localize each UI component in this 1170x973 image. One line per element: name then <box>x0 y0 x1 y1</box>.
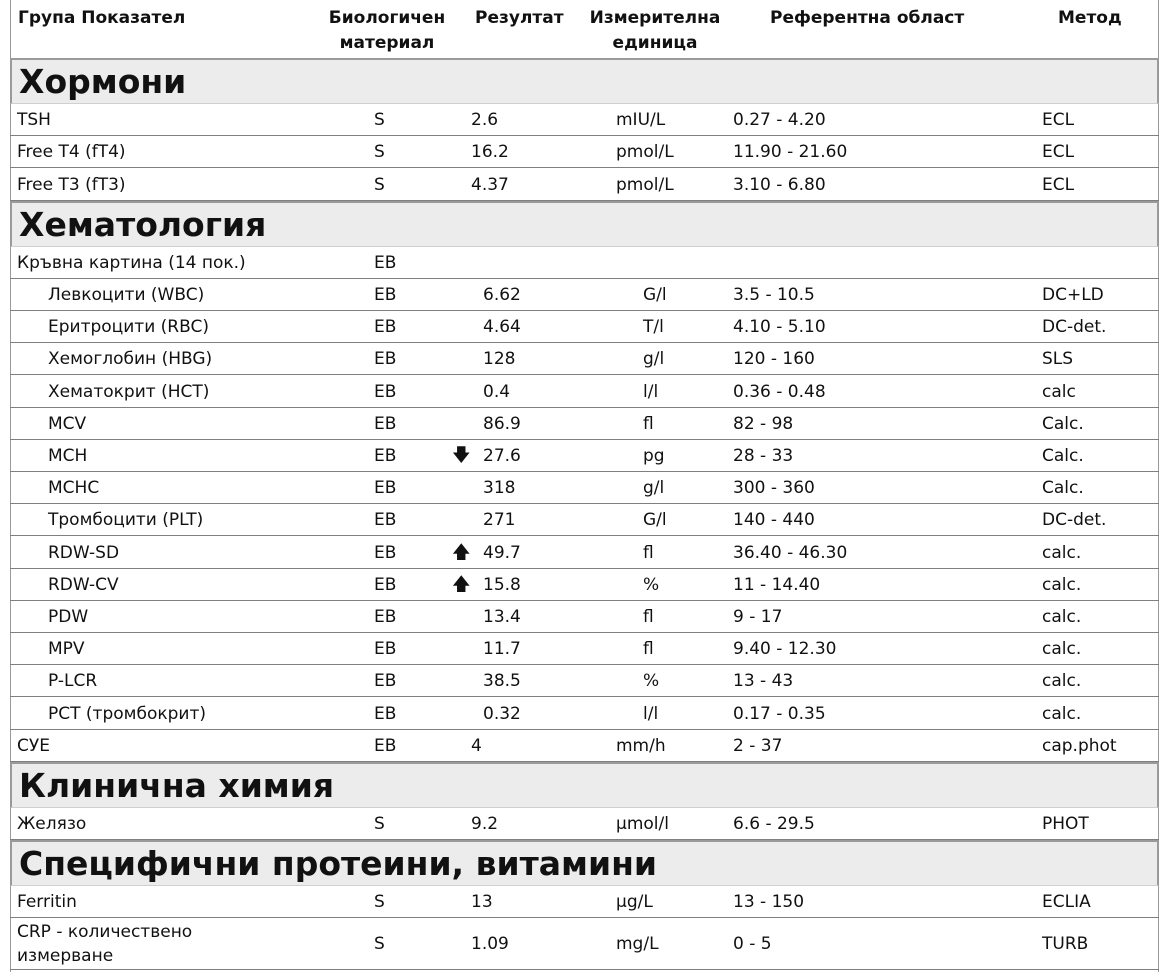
row-divider <box>10 135 1159 136</box>
result-value: 86.9 <box>483 413 521 434</box>
reference-range: 82 - 98 <box>733 413 794 434</box>
unit: fl <box>643 639 654 660</box>
material: EB <box>374 671 397 692</box>
method: DC+LD <box>1042 284 1104 305</box>
test-name: PCT (тромбокрит) <box>48 703 206 724</box>
unit: fl <box>643 413 654 434</box>
result-value: 27.6 <box>483 445 521 466</box>
unit: µmol/l <box>616 813 669 834</box>
material: EB <box>374 574 397 595</box>
test-name: TSH <box>17 110 51 131</box>
row-divider <box>10 664 1159 665</box>
unit: g/l <box>643 349 665 370</box>
material: EB <box>374 639 397 660</box>
arrow-down-icon: 🡇 <box>452 444 471 466</box>
method: DC-det. <box>1042 510 1107 531</box>
method: DC-det. <box>1042 317 1107 338</box>
material: S <box>374 934 385 955</box>
row-divider <box>10 600 1159 601</box>
material: S <box>374 142 385 163</box>
result-value: 9.2 <box>471 813 499 834</box>
section-header: Хормони <box>10 58 1159 104</box>
material: EB <box>374 510 397 531</box>
result-value: 271 <box>483 510 516 531</box>
test-name: Free T3 (fT3) <box>17 174 126 195</box>
material: EB <box>374 703 397 724</box>
test-name: RDW-CV <box>48 574 119 595</box>
unit: % <box>643 671 660 692</box>
row-divider <box>10 503 1159 504</box>
test-name: Хемоглобин (HBG) <box>48 349 213 370</box>
method: calc. <box>1042 671 1082 692</box>
test-name: Желязо <box>17 813 87 834</box>
reference-range: 300 - 360 <box>733 478 815 499</box>
material: S <box>374 813 385 834</box>
header-reference: Референтна област <box>770 8 965 28</box>
test-name: MCHC <box>48 478 100 499</box>
row-divider <box>10 167 1159 168</box>
unit: mIU/L <box>616 110 666 131</box>
unit: T/l <box>643 317 664 338</box>
test-name: Кръвна картина (14 пок.) <box>17 252 246 273</box>
result-value: 0.4 <box>483 381 511 402</box>
test-name: Хематокрит (HCT) <box>48 381 210 402</box>
reference-range: 28 - 33 <box>733 445 794 466</box>
method: calc. <box>1042 542 1082 563</box>
result-value: 4 <box>471 735 482 756</box>
row-divider <box>10 917 1159 918</box>
reference-range: 6.6 - 29.5 <box>733 813 815 834</box>
material: EB <box>374 735 397 756</box>
method: cap.phot <box>1042 735 1117 756</box>
unit: fl <box>643 606 654 627</box>
reference-range: 0 - 5 <box>733 934 772 955</box>
method: calc. <box>1042 574 1082 595</box>
header-unit: Измерителна единица <box>589 8 721 53</box>
row-divider <box>10 407 1159 408</box>
unit: fl <box>643 542 654 563</box>
unit: % <box>643 574 660 595</box>
reference-range: 140 - 440 <box>733 510 815 531</box>
material: S <box>374 110 385 131</box>
unit: pg <box>643 445 665 466</box>
reference-range: 0.17 - 0.35 <box>733 703 826 724</box>
unit: pmol/L <box>616 174 674 195</box>
unit: mg/L <box>616 934 659 955</box>
reference-range: 120 - 160 <box>733 349 815 370</box>
test-name: RDW-SD <box>48 542 120 563</box>
row-divider <box>10 632 1159 633</box>
test-name: Еритроцити (RBC) <box>48 317 209 338</box>
material: S <box>374 892 385 913</box>
reference-range: 11 - 14.40 <box>733 574 821 595</box>
arrow-up-icon: 🡅 <box>452 573 471 595</box>
row-divider <box>10 471 1159 472</box>
header-method: Метод <box>1058 8 1122 28</box>
row-divider <box>10 310 1159 311</box>
reference-range: 36.40 - 46.30 <box>733 542 848 563</box>
result-value: 6.62 <box>483 284 521 305</box>
row-divider <box>10 568 1159 569</box>
result-value: 128 <box>483 349 516 370</box>
result-value: 15.8 <box>483 574 521 595</box>
material: EB <box>374 284 397 305</box>
row-divider <box>10 439 1159 440</box>
header-result: Резултат <box>475 8 564 28</box>
method: TURB <box>1042 934 1089 955</box>
unit: g/l <box>643 478 665 499</box>
reference-range: 13 - 150 <box>733 892 805 913</box>
result-value: 16.2 <box>471 142 509 163</box>
unit: l/l <box>643 703 659 724</box>
result-value: 4.37 <box>471 174 509 195</box>
material: EB <box>374 445 397 466</box>
row-divider <box>10 278 1159 279</box>
reference-range: 2 - 37 <box>733 735 783 756</box>
reference-range: 3.10 - 6.80 <box>733 174 826 195</box>
method: ECL <box>1042 110 1075 131</box>
row-divider <box>10 729 1159 730</box>
result-value: 38.5 <box>483 671 521 692</box>
method: ECL <box>1042 142 1075 163</box>
method: calc. <box>1042 606 1082 627</box>
header-group: Група Показател <box>18 8 186 28</box>
material: S <box>374 174 385 195</box>
reference-range: 3.5 - 10.5 <box>733 284 815 305</box>
reference-range: 9 - 17 <box>733 606 783 627</box>
test-name: Free T4 (fT4) <box>17 142 126 163</box>
reference-range: 13 - 43 <box>733 671 794 692</box>
row-divider <box>10 374 1159 375</box>
result-value: 1.09 <box>471 934 509 955</box>
method: calc. <box>1042 639 1082 660</box>
section-header: Клинична химия <box>10 762 1159 808</box>
result-value: 49.7 <box>483 542 521 563</box>
reference-range: 11.90 - 21.60 <box>733 142 848 163</box>
reference-range: 0.36 - 0.48 <box>733 381 826 402</box>
method: ECL <box>1042 174 1075 195</box>
test-name: MCH <box>48 445 88 466</box>
row-divider <box>10 342 1159 343</box>
material: EB <box>374 381 397 402</box>
result-value: 2.6 <box>471 110 499 131</box>
method: Calc. <box>1042 445 1084 466</box>
method: calc <box>1042 381 1076 402</box>
reference-range: 4.10 - 5.10 <box>733 317 826 338</box>
method: Calc. <box>1042 413 1084 434</box>
arrow-up-icon: 🡅 <box>452 541 471 563</box>
test-name: СУЕ <box>17 735 50 756</box>
section-header: Хематология <box>10 201 1159 247</box>
method: ECLIA <box>1042 892 1091 913</box>
test-name: Левкоцити (WBC) <box>48 284 205 305</box>
reference-range: 0.27 - 4.20 <box>733 110 826 131</box>
test-name: Ferritin <box>17 892 77 913</box>
method: SLS <box>1042 349 1074 370</box>
row-divider <box>10 696 1159 697</box>
result-value: 0.32 <box>483 703 521 724</box>
material: EB <box>374 606 397 627</box>
result-value: 318 <box>483 478 516 499</box>
test-name: PDW <box>48 606 89 627</box>
reference-range: 9.40 - 12.30 <box>733 639 837 660</box>
material: EB <box>374 349 397 370</box>
unit: G/l <box>643 510 667 531</box>
row-divider <box>10 969 1159 970</box>
table-frame <box>10 0 1159 972</box>
test-name: MPV <box>48 639 85 660</box>
test-name: MCV <box>48 413 87 434</box>
test-name: P-LCR <box>48 671 98 692</box>
result-value: 4.64 <box>483 317 521 338</box>
material: EB <box>374 317 397 338</box>
unit: l/l <box>643 381 659 402</box>
method: PHOT <box>1042 813 1089 834</box>
unit: µg/L <box>616 892 653 913</box>
row-divider <box>10 535 1159 536</box>
material: EB <box>374 478 397 499</box>
result-value: 13 <box>471 892 493 913</box>
material: EB <box>374 252 397 273</box>
method: calc. <box>1042 703 1082 724</box>
section-header: Специфични протеини, витамини <box>10 840 1159 886</box>
result-value: 11.7 <box>483 639 521 660</box>
method: Calc. <box>1042 478 1084 499</box>
test-name: Тромбоцити (PLT) <box>48 510 204 531</box>
unit: pmol/L <box>616 142 674 163</box>
unit: G/l <box>643 284 667 305</box>
header-material: Биологичен материал <box>328 8 446 53</box>
material: EB <box>374 542 397 563</box>
result-value: 13.4 <box>483 606 521 627</box>
test-name: CRP - количествено измерване <box>17 922 193 967</box>
unit: mm/h <box>616 735 666 756</box>
material: EB <box>374 413 397 434</box>
